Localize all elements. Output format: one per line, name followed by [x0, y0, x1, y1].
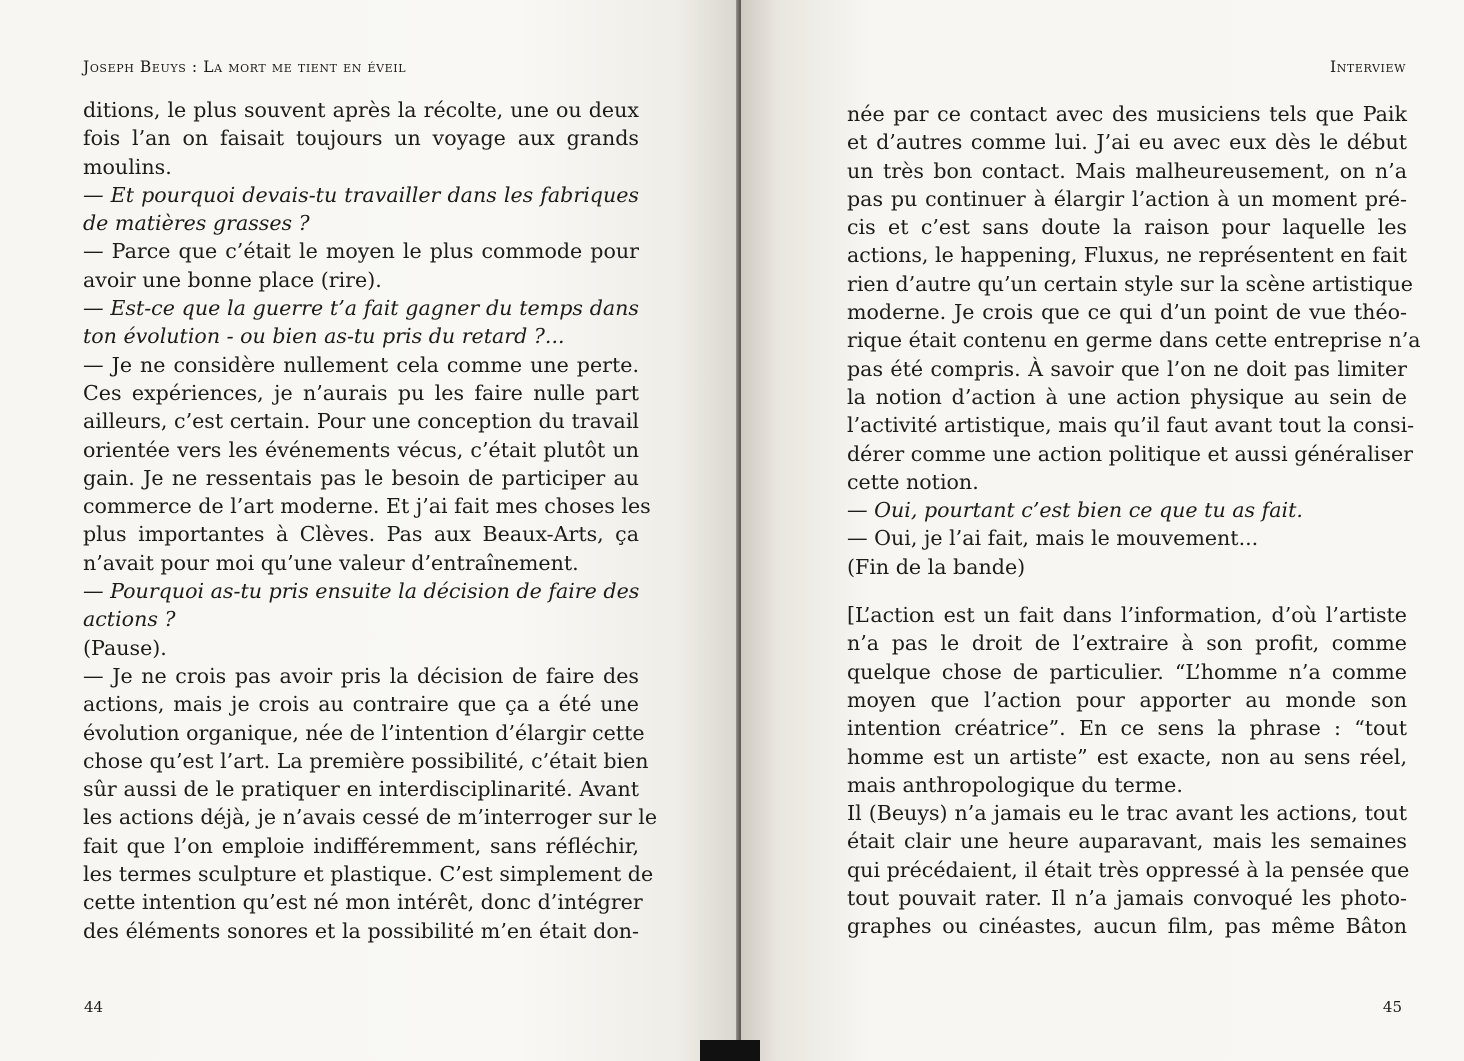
text-line: ailleurs, c’est certain. Pour une conception du travail [83, 409, 639, 434]
text-line: n’avait pour moi qu’une valeur d’entraînement. [83, 550, 579, 575]
text-line: commerce de l’art moderne. Et j’ai fait mes choses les [83, 494, 651, 519]
text-line: — Je ne crois pas avoir pris la décision de faire des [83, 663, 639, 688]
text-line: Ces expériences, je n’aurais pu les faire nulle part [83, 380, 639, 405]
text-line: — Parce que c’était le moyen le plus commode pour [83, 239, 639, 264]
text-line: n’a pas le droit de l’extraire à son profit, comme [847, 631, 1407, 656]
text-line: actions, mais je crois au contraire que ça a été une [83, 692, 639, 717]
text-line: homme est un artiste” est exacte, non au sens réel, [847, 744, 1407, 769]
text-line: ton évolution - ou bien as-tu pris du retard ?... [83, 324, 565, 349]
text-line: — Et pourquoi devais-tu travailler dans les fabriques [83, 182, 639, 207]
text-line: les actions déjà, je n’avais cessé de m’interroger sur le [83, 805, 658, 830]
text-line: qui précédaient, il était très oppressé à la pensée que [847, 857, 1410, 882]
text-line: moyen que l’action pour apporter au monde son [847, 687, 1407, 712]
text-line: avoir une bonne place (rire). [83, 267, 382, 292]
text-line: Il (Beuys) n’a jamais eu le trac avant les actions, tout [847, 801, 1407, 826]
text-line: des éléments sonores et la possibilité m’en était don- [83, 918, 639, 943]
text-line: — Oui, pourtant c’est bien ce que tu as fait. [847, 498, 1303, 523]
text-line: fois l’an on faisait toujours un voyage aux grands [83, 126, 639, 151]
text-line: ditions, le plus souvent après la récolte, une ou deux [83, 98, 639, 122]
text-line: pas pu continuer à élargir l’action à un moment pré- [847, 186, 1407, 211]
text-line: la notion d’action à une action physique au sein de [847, 384, 1407, 409]
text-line: cis et c’est sans doute la raison pour laquelle les [847, 215, 1407, 240]
text-line: actions ? [83, 607, 176, 632]
running-head-left: Joseph Beuys : La mort me tient en éveil [83, 58, 407, 76]
text-line: un très bon contact. Mais malheureusement, on n’a [847, 158, 1407, 183]
text-line: — Pourquoi as-tu pris ensuite la décision de faire des [83, 579, 640, 604]
right-page [741, 0, 1464, 1061]
text-line: de matières grasses ? [83, 211, 310, 236]
text-line: — Je ne considère nullement cela comme une perte. [83, 352, 639, 377]
text-line: gain. Je ne ressentais pas le besoin de participer au [83, 465, 639, 490]
text-line: cette intention qu’est né mon intérêt, donc d’intégrer [83, 890, 643, 915]
text-line: les termes sculpture et plastique. C’est simplement de [83, 862, 654, 887]
text-line: était clair une heure auparavant, mais les semaines [847, 829, 1407, 854]
text-line: [L’action est un fait dans l’information, d’où l’artiste [847, 603, 1407, 628]
text-line: — Est-ce que la guerre t’a fait gagner du temps dans [83, 296, 639, 321]
text-line: évolution organique, née de l’intention d’élargir cette [83, 720, 645, 745]
running-head-right: Interview [1329, 58, 1406, 76]
text-line: pas été compris. À savoir que l’on ne doit pas limiter [847, 356, 1407, 381]
text-line: cette notion. [847, 469, 979, 494]
text-line: mais anthropologique du terme. [847, 772, 1183, 797]
text-line: chose qu’est l’art. La première possibilité, c’était bien [83, 748, 649, 773]
text-line: tout pouvait rater. Il n’a jamais convoqué les photo- [847, 886, 1407, 911]
page-number-left: 44 [84, 998, 104, 1016]
text-line: dérer comme une action politique et aussi généraliser [847, 441, 1413, 466]
text-line: moulins. [83, 154, 172, 179]
text-line: sûr aussi de le pratiquer en interdisciplinarité. Avant [83, 777, 639, 802]
text-line: quelque chose de particulier. “L’homme n’a comme [847, 659, 1407, 684]
text-line: intention créatrice”. En ce sens la phrase : “tout [847, 716, 1407, 741]
text-line: moderne. Je crois que ce qui d’un point de vue théo- [847, 300, 1407, 325]
text-line: l’activité artistique, mais qu’il faut avant tout la consi- [847, 413, 1415, 438]
left-page-body [83, 96, 658, 945]
text-line: (Fin de la bande) [847, 554, 1026, 579]
binding-shadow [700, 1040, 760, 1061]
text-line: et d’autres comme lui. J’ai eu avec eux dès le début [847, 130, 1407, 155]
text-line: actions, le happening, Fluxus, ne représentent en fait [847, 243, 1408, 268]
text-line: (Pause). [83, 635, 167, 660]
page-number-right: 45 [1382, 998, 1402, 1016]
text-line: rique était contenu en germe dans cette entreprise n’a [847, 328, 1421, 353]
text-line: orientée vers les événements vécus, c’était plutôt un [83, 437, 639, 462]
text-line: fait que l’on emploie indifféremment, sans réfléchir, [83, 833, 639, 858]
text-line: graphes ou cinéastes, aucun film, pas même Bâton [847, 914, 1407, 939]
text-line [847, 581, 1407, 601]
text-line: née par ce contact avec des musiciens tels que Paik [847, 102, 1407, 126]
text-line: — Oui, je l’ai fait, mais le mouvement... [847, 526, 1259, 551]
text-line: plus importantes à Clèves. Pas aux Beaux-Arts, ça [83, 522, 639, 547]
text-line: rien d’autre qu’un certain style sur la scène artistique [847, 271, 1413, 296]
right-page-body [847, 100, 1421, 941]
